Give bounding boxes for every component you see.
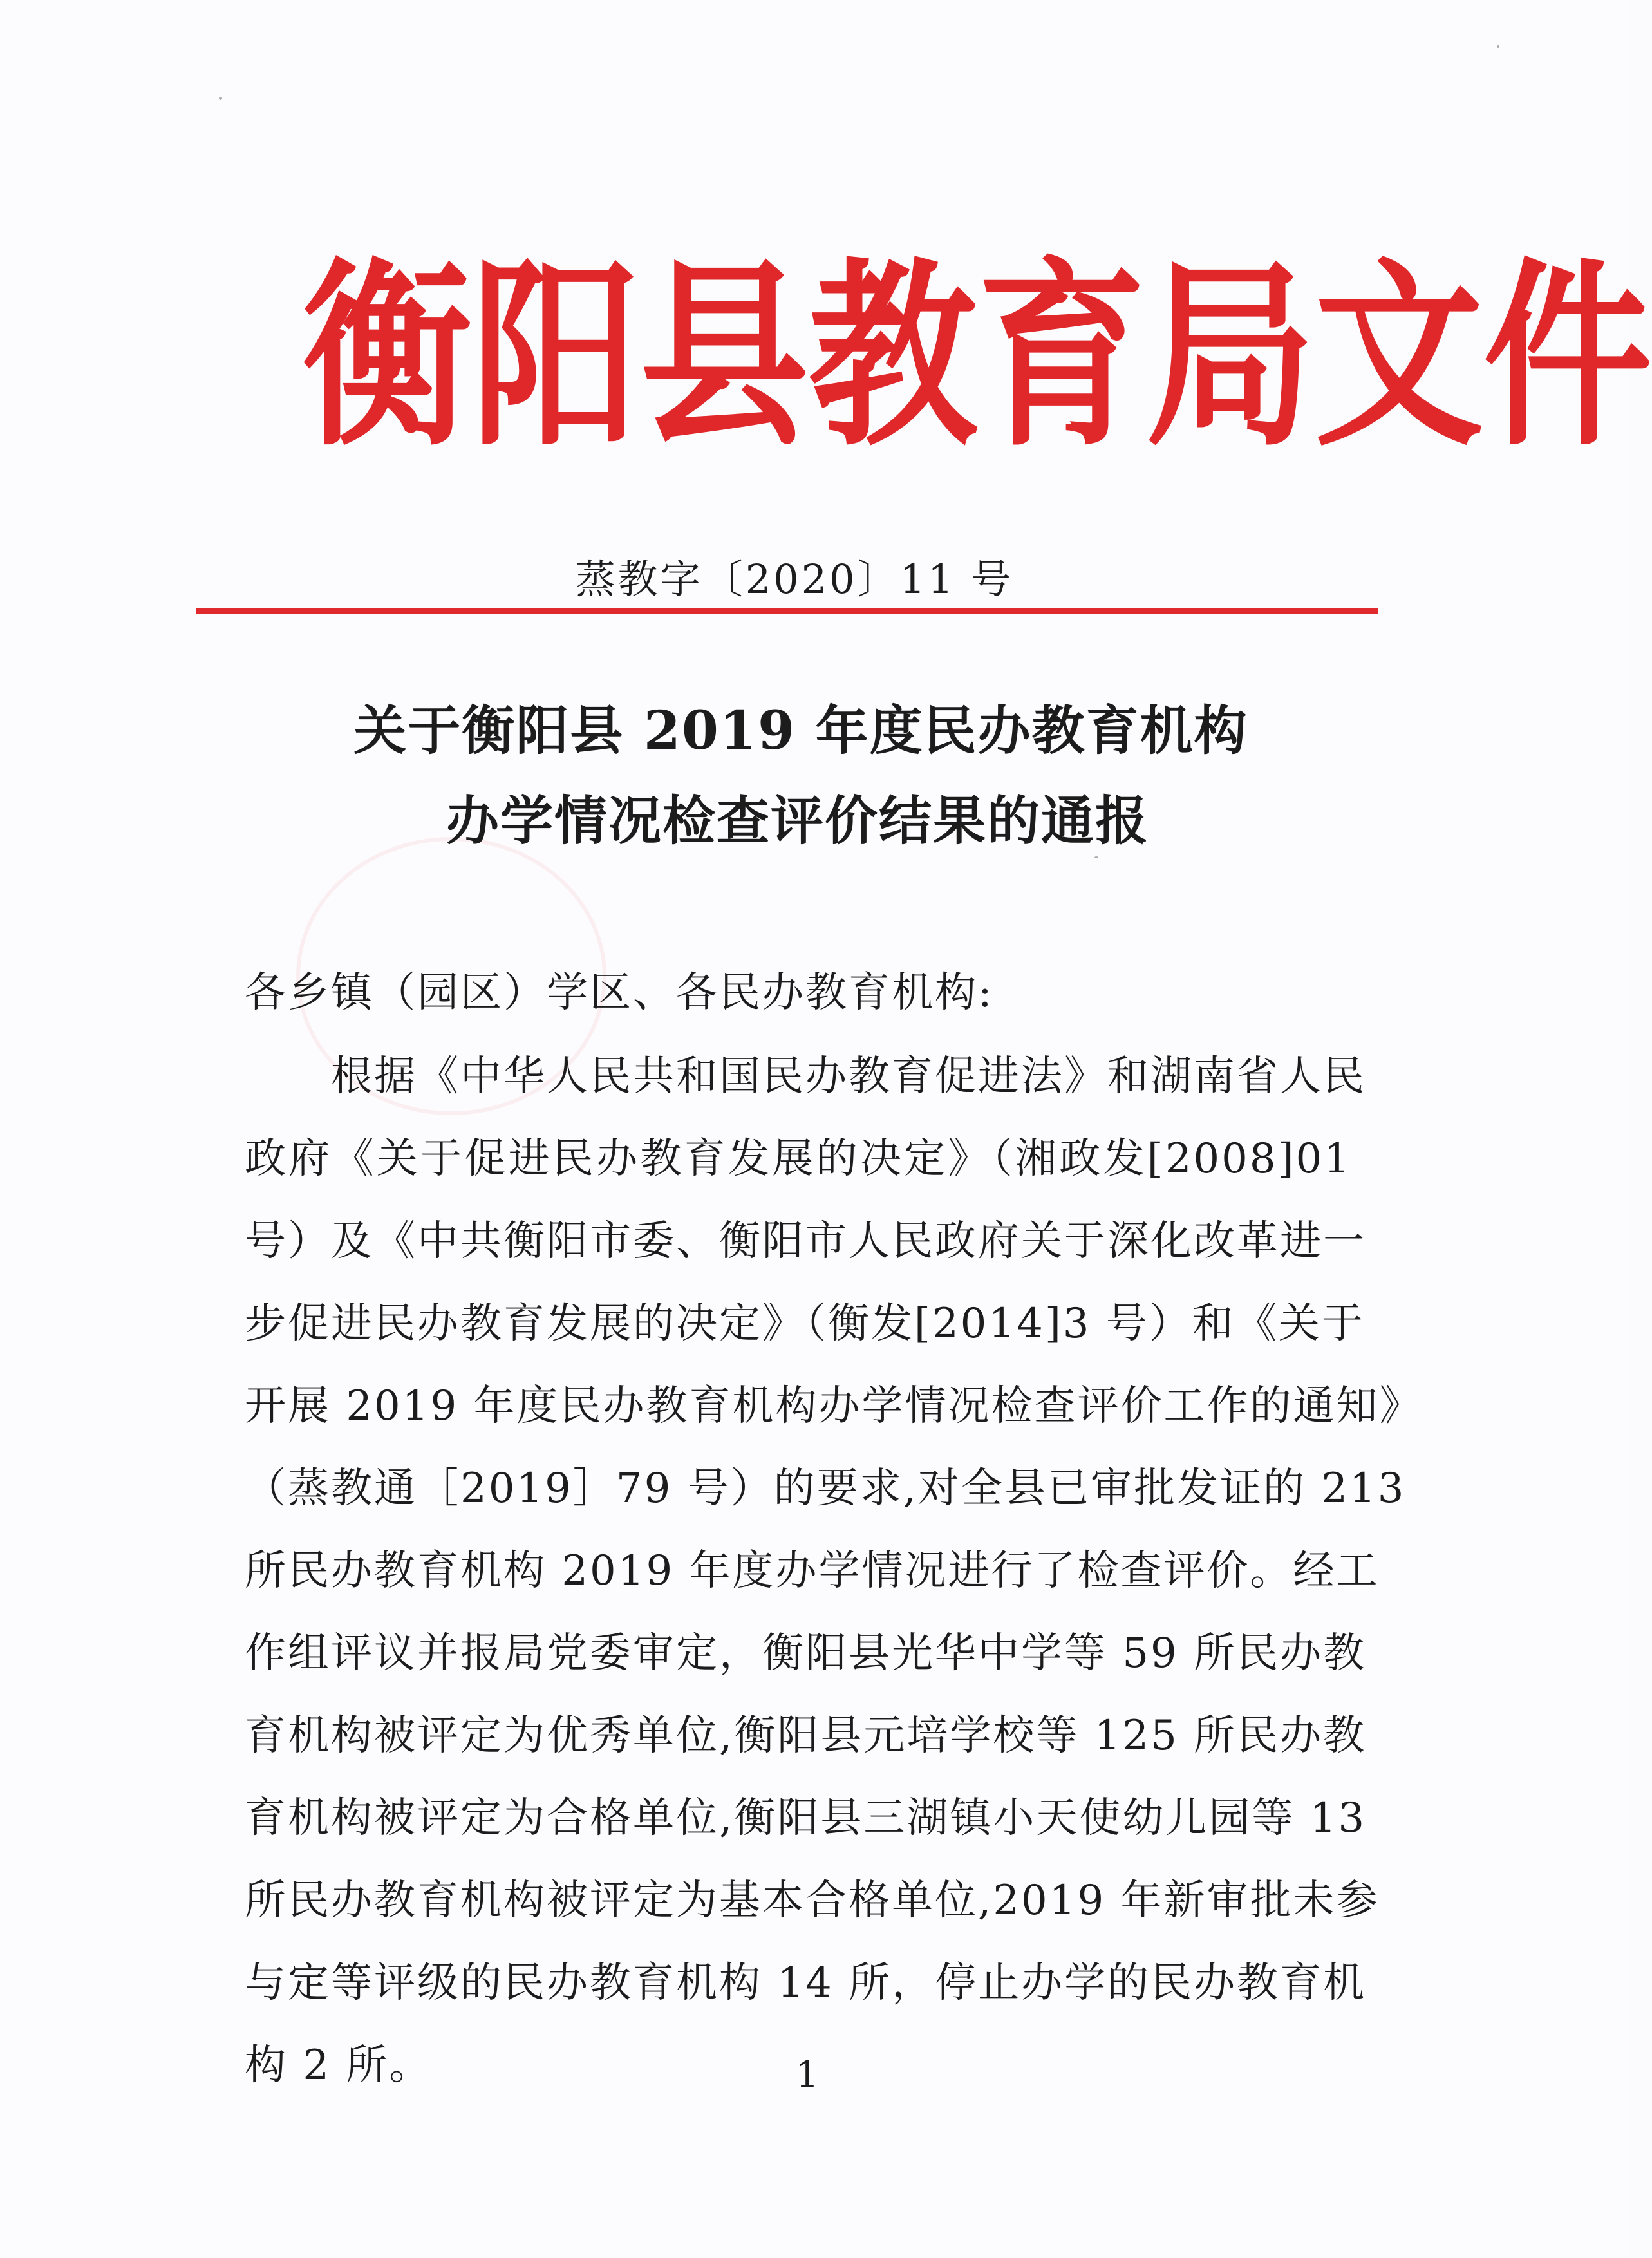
masthead-char: 文 bbox=[1315, 241, 1483, 473]
salutation: 各乡镇（园区）学区、各民办教育机构: bbox=[245, 969, 994, 1017]
document-number: 蒸教字〔2020〕11 号 bbox=[575, 556, 1014, 603]
body-line: 育机构被评定为合格单位,衡阳县三湖镇小天使幼儿园等 13 bbox=[245, 1794, 1367, 1842]
masthead-char: 件 bbox=[1483, 241, 1652, 473]
scan-speck bbox=[1094, 856, 1098, 858]
body-line: 所民办教育机构被评定为基本合格单位,2019 年新审批未参 bbox=[245, 1877, 1380, 1924]
body-line: 与定等评级的民办教育机构 14 所，停止办学的民办教育机 bbox=[245, 1959, 1367, 2007]
masthead-char: 衡 bbox=[303, 241, 471, 473]
scan-speck bbox=[1497, 45, 1499, 48]
page-number: 1 bbox=[796, 2054, 819, 2096]
body-line: 作组评议并报局党委审定，衡阳县光华中学等 59 所民办教 bbox=[245, 1630, 1367, 1677]
body-line: （蒸教通［2019］79 号）的要求,对全县已审批发证的 213 bbox=[245, 1465, 1406, 1512]
masthead-char: 育 bbox=[977, 241, 1146, 473]
body-line: 开展 2019 年度民办教育机构办学情况检查评价工作的通知》 bbox=[245, 1382, 1423, 1430]
body-line: 育机构被评定为优秀单位,衡阳县元培学校等 125 所民办教 bbox=[245, 1712, 1367, 1760]
masthead-char: 教 bbox=[809, 241, 977, 473]
body-line: 所民办教育机构 2019 年度办学情况进行了检查评价。经工 bbox=[245, 1547, 1380, 1595]
masthead-char: 县 bbox=[640, 241, 809, 473]
document-title-line-2: 办学情况检查评价结果的通报 bbox=[446, 790, 1149, 852]
body-line: 根据《中华人民共和国民办教育促进法》和湖南省人民 bbox=[245, 1053, 1366, 1100]
document-masthead bbox=[303, 241, 1652, 473]
body-line: 构 2 所。 bbox=[245, 2042, 433, 2089]
masthead-char: 阳 bbox=[471, 241, 640, 473]
body-line: 步促进民办教育发展的决定》（衡发[2014]3 号）和《关于 bbox=[245, 1300, 1365, 1348]
body-line: 政府《关于促进民办教育发展的决定》（湘政发[2008]01 bbox=[245, 1135, 1352, 1183]
document-title-line-1: 关于衡阳县 2019 年度民办教育机构 bbox=[353, 700, 1248, 762]
body-line: 号）及《中共衡阳市委、衡阳市人民政府关于深化改革进一 bbox=[245, 1218, 1366, 1265]
scan-speck bbox=[219, 97, 222, 100]
masthead-char: 局 bbox=[1146, 241, 1315, 473]
red-divider-line bbox=[196, 608, 1378, 614]
